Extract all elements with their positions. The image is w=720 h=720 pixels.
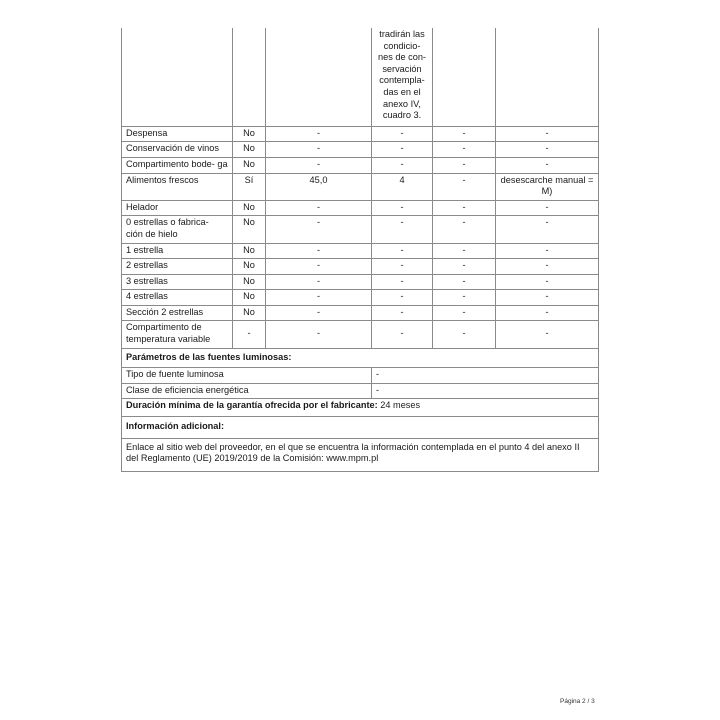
compartment-freezing: - [433,290,496,306]
light-source-value: - [372,383,599,399]
compartment-present: No [233,243,266,259]
continuation-row [122,28,599,126]
compartment-temperature: - [372,243,433,259]
compartment-name: Despensa [122,126,233,142]
compartment-defrost: - [496,243,599,259]
compartment-volume: - [266,200,372,216]
compartment-freezing: - [433,243,496,259]
compartment-volume: - [266,216,372,243]
compartment-present: No [233,216,266,243]
document-page [121,28,598,472]
light-source-row [122,383,599,399]
page-number: Página 2 / 3 [560,698,595,705]
compartment-defrost: - [496,290,599,306]
product-info-table [121,28,599,472]
compartment-row [122,126,599,142]
compartment-defrost: desescarche manual = M) [496,173,599,200]
compartment-name: 2 estrellas [122,259,233,275]
compartment-freezing: - [433,200,496,216]
additional-info-heading-row [122,417,599,439]
compartment-name: Sección 2 estrellas [122,305,233,321]
compartment-temperature: - [372,157,433,173]
compartment-freezing: - [433,305,496,321]
compartment-row [122,321,599,348]
compartment-defrost: - [496,274,599,290]
compartment-freezing: - [433,274,496,290]
compartment-defrost: - [496,305,599,321]
compartment-defrost: - [496,126,599,142]
compartment-row [122,142,599,158]
compartment-temperature: - [372,290,433,306]
compartment-volume: - [266,157,372,173]
compartment-name: Alimentos frescos [122,173,233,200]
compartment-temperature: - [372,305,433,321]
compartment-row [122,274,599,290]
compartment-volume: - [266,243,372,259]
compartment-temperature: - [372,321,433,348]
compartment-present: No [233,200,266,216]
compartment-name: 0 estrellas o fabrica- ción de hielo [122,216,233,243]
light-source-row [122,368,599,384]
compartment-present: No [233,142,266,158]
continuation-cell [266,28,372,126]
additional-info-heading: Información adicional: [122,417,599,439]
compartment-defrost: - [496,200,599,216]
warranty-cell [122,399,599,417]
compartment-freezing: - [433,126,496,142]
continuation-cell [496,28,599,126]
compartment-defrost: - [496,216,599,243]
continuation-cell [433,28,496,126]
compartment-defrost: - [496,259,599,275]
compartment-freezing: - [433,321,496,348]
compartment-present: No [233,126,266,142]
additional-info-text: Enlace al sitio web del proveedor, en el que se encuentra la información contemplada en el punto 4 del anexo II del Reglamento (UE) 2019/2019 de la Comisión: www.mpm.pl [122,438,599,471]
additional-info-row [122,438,599,471]
continuation-cell [122,28,233,126]
compartment-defrost: - [496,157,599,173]
compartment-present: No [233,259,266,275]
compartment-temperature: - [372,274,433,290]
compartment-name: Helador [122,200,233,216]
compartment-volume: - [266,290,372,306]
compartment-defrost: - [496,142,599,158]
compartment-name: Conservación de vinos [122,142,233,158]
compartment-defrost: - [496,321,599,348]
light-source-label: Tipo de fuente luminosa [122,368,372,384]
compartment-volume: - [266,259,372,275]
compartment-temperature: - [372,200,433,216]
compartment-present: No [233,290,266,306]
light-source-label: Clase de eficiencia energética [122,383,372,399]
compartment-freezing: - [433,142,496,158]
compartment-row [122,200,599,216]
compartment-row [122,243,599,259]
light-sources-heading: Parámetros de las fuentes luminosas: [122,348,599,368]
compartment-temperature: 4 [372,173,433,200]
compartment-freezing: - [433,157,496,173]
compartment-freezing: - [433,173,496,200]
warranty-label: Duración mínima de la garantía ofrecida por el fabricante: [126,400,378,411]
compartment-volume: - [266,126,372,142]
warranty-value: 24 meses [380,400,421,411]
compartment-temperature: - [372,259,433,275]
compartment-row [122,216,599,243]
compartment-name: Compartimento de temperatura variable [122,321,233,348]
compartment-name: 4 estrellas [122,290,233,306]
compartment-temperature: - [372,142,433,158]
compartment-row [122,157,599,173]
compartment-volume: 45,0 [266,173,372,200]
compartment-present: Sí [233,173,266,200]
compartment-present: No [233,274,266,290]
compartment-name: 1 estrella [122,243,233,259]
compartment-volume: - [266,142,372,158]
compartment-volume: - [266,321,372,348]
compartment-row [122,305,599,321]
compartment-row [122,259,599,275]
compartment-present: No [233,157,266,173]
continuation-cell [233,28,266,126]
light-sources-heading-row [122,348,599,368]
compartment-temperature: - [372,216,433,243]
compartment-present: - [233,321,266,348]
compartment-name: 3 estrellas [122,274,233,290]
continuation-cell: tradirán las condicio- nes de con- servación contempla- das en el anexo IV, cuadro 3. [372,28,433,126]
compartment-present: No [233,305,266,321]
compartment-row [122,173,599,200]
compartment-freezing: - [433,259,496,275]
compartment-freezing: - [433,216,496,243]
compartment-temperature: - [372,126,433,142]
compartment-row [122,290,599,306]
warranty-row [122,399,599,417]
compartment-volume: - [266,305,372,321]
compartment-name: Compartimento bode- ga [122,157,233,173]
light-source-value: - [372,368,599,384]
compartment-volume: - [266,274,372,290]
